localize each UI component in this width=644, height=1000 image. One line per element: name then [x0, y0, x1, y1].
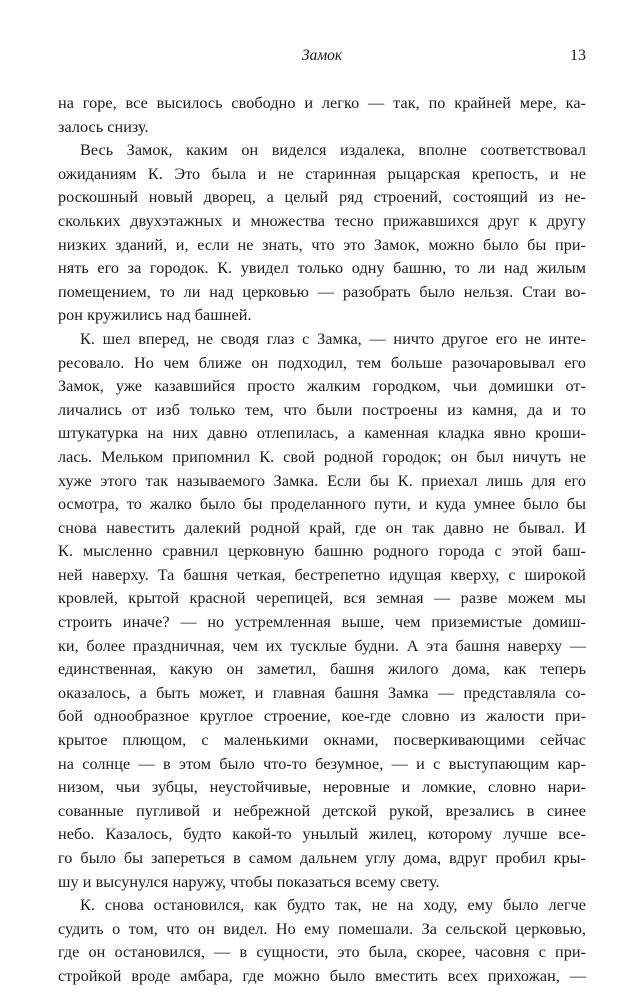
- text-line: снова навестить далекий родной край, где он так давно не бывал. И: [58, 518, 586, 537]
- text-line: нять его за городок. К. увидел только одну башню, то ли над жилым: [58, 259, 586, 278]
- text-line: низом, чьи зубцы, неустойчивые, неровные и ломкие, словно нари-: [58, 778, 586, 797]
- text-line: низких зданий, и, если не знать, что это Замок, можно было бы при-: [58, 235, 586, 254]
- text-line: кровлей, крытой красной черепицей, вся земная — разве можем мы: [58, 589, 586, 608]
- paragraph-first-line: К. снова остановился, как будто так, не на ходу, ему было легче: [80, 896, 586, 915]
- text-line: крытое плющом, с маленькими окнами, посверкивающими сейчас: [58, 731, 586, 750]
- text-line: личались от изб только тем, что были построены из камня, да и то: [58, 400, 586, 419]
- text-line: строить иначе? — но устремленная выше, чем приземистые домиш-: [58, 613, 586, 632]
- text-line: небо. Казалось, будто какой-то унылый жилец, которому лучше все-: [58, 825, 586, 844]
- body-text: [58, 92, 586, 989]
- paragraph-first-line: Весь Замок, каким он виделся издалека, вполне соответствовал: [80, 141, 586, 160]
- text-line: ней наверху. Та башня четкая, бестрепетно идущая кверху, с широкой: [58, 565, 586, 584]
- text-line: судить о том, что он видел. Но ему помешали. За сельской церковью,: [58, 919, 586, 938]
- text-line: штукатурка на них давно отлепилась, а каменная кладка явно кроши-: [58, 424, 586, 443]
- text-line: хуже этого так называемого Замка. Если бы К. приехал лишь для его: [58, 471, 586, 490]
- text-line: скольких двухэтажных и множества тесно прижавшихся друг к другу: [58, 211, 586, 230]
- text-line: где он остановился, — в сущности, это была, скорее, часовня с при-: [58, 943, 586, 962]
- text-line: ки, более праздничная, чем их тусклые будни. А эта башня наверху —: [58, 636, 586, 655]
- text-line: Замок, уже казавшийся просто жалким городком, чьи домишки от-: [58, 377, 586, 396]
- page-number: 13: [570, 47, 586, 64]
- text-line: ресовало. Но чем ближе он подходил, тем больше разочаровывал его: [58, 353, 586, 372]
- text-line: К. мысленно сравнил церковную башню родного города с этой баш-: [58, 542, 586, 561]
- text-line: на горе, все высилось свободно и легко — так, по крайней мере, ка-: [58, 94, 586, 112]
- text-line: ожиданиям К. Это была и не старинная рыцарская крепость, и не: [58, 164, 586, 183]
- text-line: помещением, то ли над церковью — разобрать было нельзя. Стаи во-: [58, 282, 586, 301]
- text-line: сованные пугливой и небрежной детской рукой, врезались в синее: [58, 801, 586, 820]
- book-page: [58, 0, 586, 1000]
- text-line: на солнце — в этом было что-то безумное, — и с выступающим кар-: [58, 754, 586, 773]
- text-line: роскошный новый дворец, а целый ряд строений, состоящий из не-: [58, 188, 586, 207]
- text-line: лась. Мельком припомнил К. свой родной городок; он был ничуть не: [58, 447, 586, 466]
- text-line: единственная, какую он заметил, башня жилого дома, как теперь: [58, 660, 586, 679]
- paragraph-first-line: К. шел вперед, не сводя глаз с Замка, — ничто другое его не инте-: [80, 329, 586, 348]
- paragraph-end-line: шу и высунулся наружу, чтобы показаться всему свету.: [58, 872, 440, 891]
- text-line: го было бы запереться в самом дальнем углу дома, вдруг пробил кры-: [58, 849, 586, 867]
- running-header: [58, 44, 586, 68]
- text-line: стройкой вроде амбара, где можно было вместить всех прихожан, —: [58, 966, 586, 985]
- running-title: Замок: [301, 47, 343, 64]
- paragraph-end-line: рон кружились над башней.: [58, 306, 252, 325]
- text-line: оказалось, а быть может, и главная башня Замка — представляла со-: [58, 683, 586, 702]
- paragraph-end-line: залось снизу.: [58, 117, 149, 136]
- text-line: бой однообразное круглое строение, кое-где словно из жалости при-: [58, 707, 586, 726]
- text-line: осмотра, то жалко было бы проделанного пути, и куда умнее было бы: [58, 495, 586, 514]
